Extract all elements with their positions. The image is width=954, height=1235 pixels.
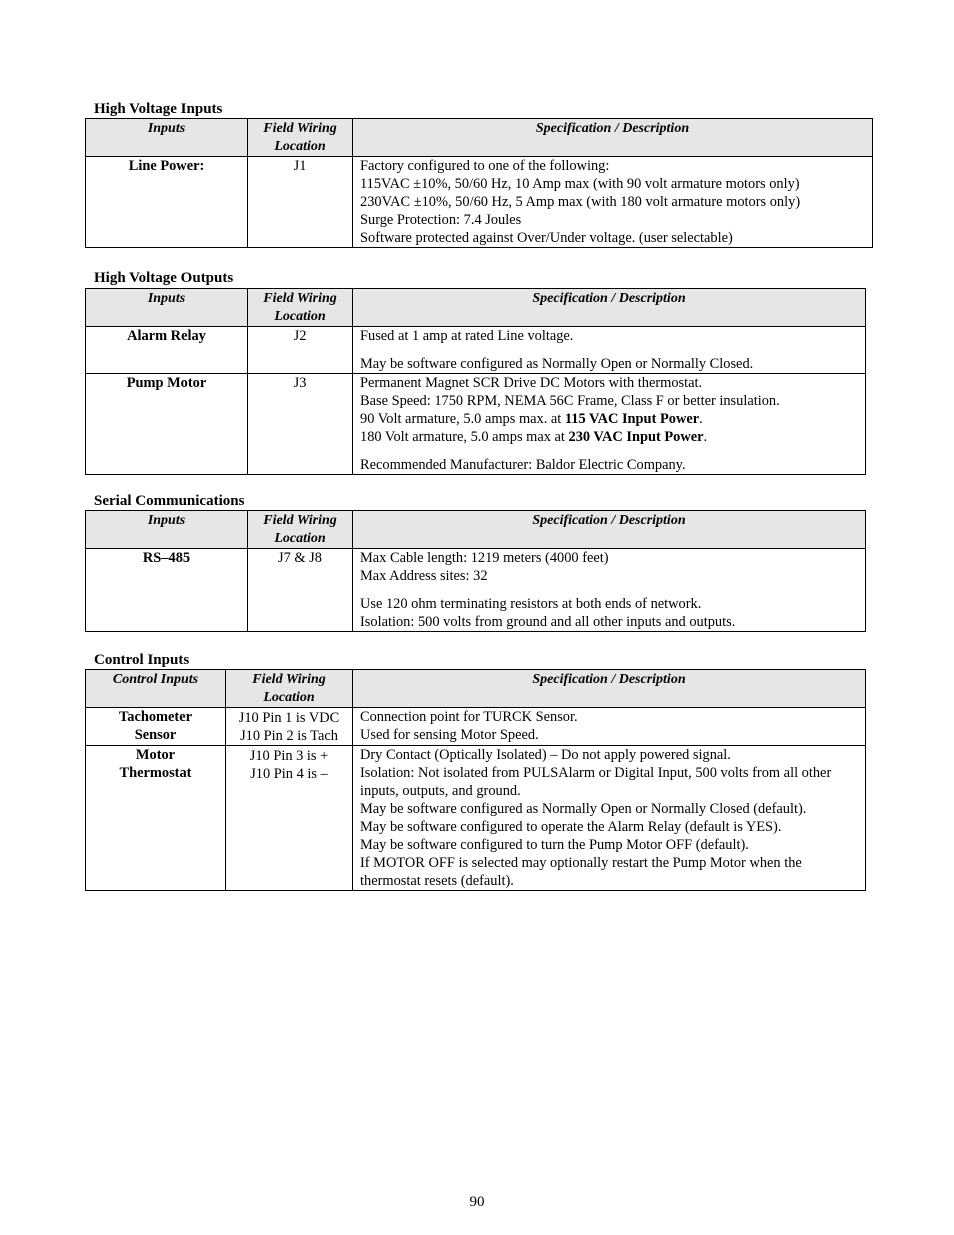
col-header-specification: Specification / Description xyxy=(353,119,873,157)
col-header-field-wiring xyxy=(248,511,353,549)
description-line: Dry Contact (Optically Isolated) – Do not apply powered signal. xyxy=(360,747,731,763)
col-header-specification: Specification / Description xyxy=(353,511,866,549)
col-header-control-inputs: Control Inputs xyxy=(86,670,226,708)
row-location-line: J10 Pin 4 is – xyxy=(250,766,328,782)
row-description xyxy=(353,374,866,475)
row-location: J3 xyxy=(248,374,353,475)
description-line: 115VAC ±10%, 50/60 Hz, 10 Amp max (with 90 volt armature motors only) xyxy=(360,176,800,192)
col-header-field-wiring-line2: Location xyxy=(274,139,326,154)
description-line: 230VAC ±10%, 50/60 Hz, 5 Amp max (with 180 volt armature motors only) xyxy=(360,194,801,210)
description-line: Connection point for TURCK Sensor. xyxy=(360,709,578,725)
page-number: 90 xyxy=(469,1194,485,1210)
row-label xyxy=(86,708,226,746)
section-title-high-voltage-outputs: High Voltage Outputs xyxy=(94,270,234,286)
row-label xyxy=(86,746,226,891)
description-line: Permanent Magnet SCR Drive DC Motors with thermostat. xyxy=(360,375,703,391)
col-header-field-wiring-line1: Field Wiring xyxy=(252,672,326,687)
row-label-line: Motor xyxy=(135,747,176,763)
row-location: J7 & J8 xyxy=(248,549,353,632)
row-label: RS–485 xyxy=(86,549,248,632)
row-description xyxy=(353,746,866,891)
table-header-row xyxy=(86,289,866,327)
description-text: 180 Volt armature, 5.0 amps max at xyxy=(360,429,569,445)
description-line: Surge Protection: 7.4 Joules xyxy=(360,212,522,228)
description-line: Use 120 ohm terminating resistors at both ends of network. xyxy=(360,596,702,612)
row-location xyxy=(226,746,353,891)
col-header-field-wiring-line2: Location xyxy=(274,531,326,546)
serial-communications-table xyxy=(85,510,866,632)
high-voltage-inputs-table xyxy=(85,118,873,248)
section-title-serial-communications: Serial Communications xyxy=(94,493,245,509)
section-title-control-inputs: Control Inputs xyxy=(94,652,190,668)
description-text: . xyxy=(699,411,703,427)
row-location xyxy=(226,708,353,746)
table-row xyxy=(86,327,866,374)
table-row xyxy=(86,746,866,891)
table-row xyxy=(86,374,866,475)
description-line: Max Address sites: 32 xyxy=(360,568,488,584)
description-line: Factory configured to one of the following: xyxy=(360,158,610,174)
description-line: Isolation: 500 volts from ground and all other inputs and outputs. xyxy=(360,614,736,630)
description-line: Base Speed: 1750 RPM, NEMA 56C Frame, Class F or better insulation. xyxy=(360,393,780,409)
description-line: Software protected against Over/Under voltage. (user selectable) xyxy=(360,230,733,246)
col-header-field-wiring xyxy=(226,670,353,708)
table-header-row xyxy=(86,670,866,708)
description-emphasis: 115 VAC Input Power xyxy=(564,411,700,427)
col-header-inputs: Inputs xyxy=(86,289,248,327)
row-location-line: J10 Pin 3 is + xyxy=(249,748,329,764)
row-location: J1 xyxy=(248,157,353,248)
col-header-field-wiring-line1: Field Wiring xyxy=(263,291,337,306)
table-header-row xyxy=(86,119,873,157)
col-header-field-wiring-line1: Field Wiring xyxy=(263,513,337,528)
row-description xyxy=(353,157,873,248)
col-header-inputs: Inputs xyxy=(86,511,248,549)
row-label: Alarm Relay xyxy=(86,327,248,374)
row-description xyxy=(353,708,866,746)
description-line: Fused at 1 amp at rated Line voltage. xyxy=(360,328,574,344)
row-location: J2 xyxy=(248,327,353,374)
description-text: 90 Volt armature, 5.0 amps max. at xyxy=(360,411,565,427)
col-header-field-wiring-line2: Location xyxy=(263,690,315,705)
col-header-field-wiring xyxy=(248,119,353,157)
row-description xyxy=(353,327,866,374)
row-label-line: Thermostat xyxy=(119,765,192,781)
description-line: May be software configured to turn the Pump Motor OFF (default). xyxy=(360,837,749,853)
section-title-high-voltage-inputs: High Voltage Inputs xyxy=(94,101,223,117)
description-line: May be software configured as Normally Open or Normally Closed. xyxy=(360,356,754,372)
row-location-line: J10 Pin 2 is Tach xyxy=(240,728,338,744)
col-header-inputs: Inputs xyxy=(86,119,248,157)
description-line xyxy=(360,428,858,446)
description-text: . xyxy=(703,429,708,445)
row-description xyxy=(353,549,866,632)
description-line xyxy=(360,410,858,428)
description-line: Recommended Manufacturer: Baldor Electric Company. xyxy=(360,457,686,473)
high-voltage-outputs-table xyxy=(85,288,866,475)
row-location-line: J10 Pin 1 is VDC xyxy=(238,710,340,726)
control-inputs-table xyxy=(85,669,866,891)
description-line: May be software configured to operate the Alarm Relay (default is YES). xyxy=(360,819,782,835)
description-line: Isolation: Not isolated from PULSAlarm or Digital Input, 500 volts from all other inputs, outputs, and ground. xyxy=(360,765,832,799)
description-line: May be software configured as Normally Open or Normally Closed (default). xyxy=(360,801,807,817)
table-row xyxy=(86,708,866,746)
table-header-row xyxy=(86,511,866,549)
description-line: Max Cable length: 1219 meters (4000 feet) xyxy=(360,550,609,566)
col-header-field-wiring xyxy=(248,289,353,327)
description-emphasis: 230 VAC Input Power xyxy=(568,429,704,445)
table-row xyxy=(86,549,866,632)
row-label: Line Power: xyxy=(86,157,248,248)
row-label: Pump Motor xyxy=(86,374,248,475)
col-header-field-wiring-line1: Field Wiring xyxy=(263,121,337,136)
row-label-line: Sensor xyxy=(134,727,177,743)
col-header-field-wiring-line2: Location xyxy=(274,309,326,324)
description-line: If MOTOR OFF is selected may optionally restart the Pump Motor when the thermostat resets (default). xyxy=(360,855,802,889)
col-header-specification: Specification / Description xyxy=(353,289,866,327)
row-label-line: Tachometer xyxy=(119,709,192,725)
table-row xyxy=(86,157,873,248)
col-header-specification: Specification / Description xyxy=(353,670,866,708)
description-line: Used for sensing Motor Speed. xyxy=(360,727,539,743)
